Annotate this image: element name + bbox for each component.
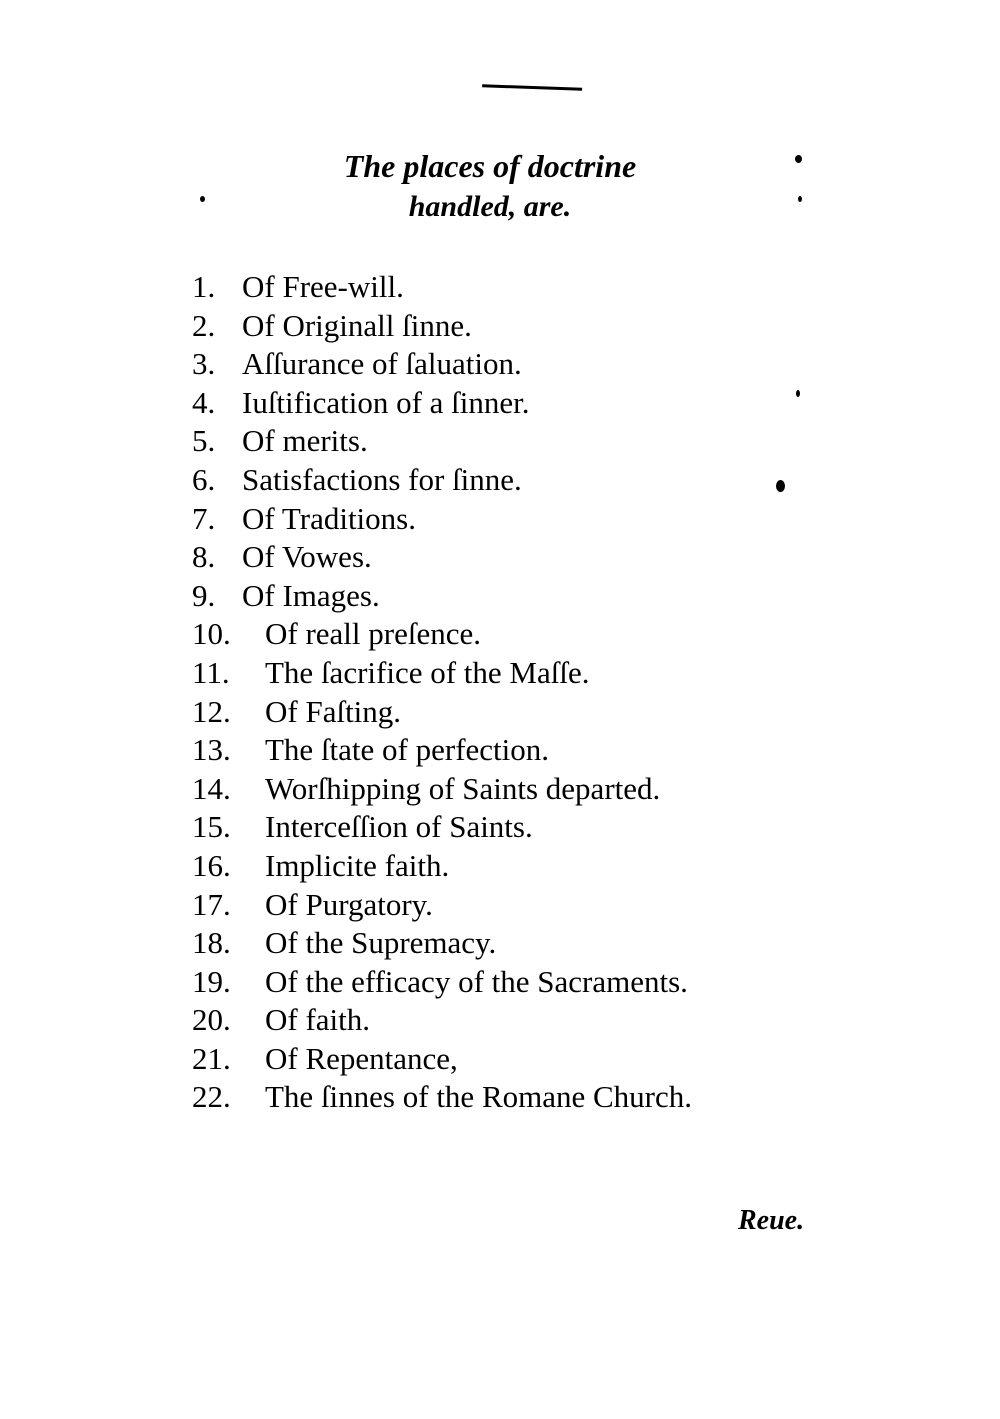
item-number: 20. — [192, 1002, 231, 1038]
list-item — [192, 693, 692, 732]
list-item — [192, 577, 692, 616]
item-number: 17. — [192, 886, 231, 922]
item-number: 4. — [192, 384, 216, 420]
item-number: 5. — [192, 423, 216, 459]
list-item — [192, 422, 692, 461]
item-number: 1. — [192, 269, 216, 304]
page-subtitle: handled, are. — [408, 190, 572, 223]
list-item — [192, 847, 692, 886]
item-text: Of faith. — [265, 1002, 371, 1038]
ink-speck — [796, 390, 800, 397]
item-text: Of Vowes. — [242, 539, 372, 575]
list-item — [192, 268, 692, 307]
item-number: 10. — [192, 616, 231, 652]
list-item — [192, 384, 692, 423]
doctrine-list — [192, 268, 692, 1117]
item-text: Worſhipping of Saints departed. — [265, 770, 661, 806]
item-text: Interceſſion of Saints. — [265, 809, 533, 845]
item-number: 21. — [192, 1040, 231, 1076]
list-item — [192, 924, 692, 963]
item-number: 11. — [192, 654, 230, 690]
page-title: The places of doctrine — [343, 148, 637, 184]
item-text: Of Repentance, — [265, 1040, 458, 1076]
list-item — [192, 1078, 692, 1117]
item-number: 6. — [192, 461, 216, 497]
list-item — [192, 808, 692, 847]
item-number: 14. — [192, 770, 231, 806]
catchword: Reue. — [738, 1205, 805, 1236]
list-item — [192, 307, 692, 346]
item-number: 13. — [192, 732, 231, 768]
item-text: Of Originall ſinne. — [242, 307, 472, 343]
list-item — [192, 654, 692, 693]
item-number: 8. — [192, 539, 216, 575]
item-number: 12. — [192, 693, 231, 729]
item-number: 9. — [192, 577, 216, 613]
list-item — [192, 538, 692, 577]
list-item — [192, 615, 692, 654]
item-number: 15. — [192, 809, 231, 845]
item-text: The ſacrifice of the Maſſe. — [265, 654, 590, 690]
item-text: The ſinnes of the Romane Church. — [265, 1079, 693, 1115]
item-text: The ſtate of perfection. — [265, 732, 550, 768]
header-ornament — [482, 84, 582, 96]
list-item — [192, 345, 692, 384]
item-text: Of Free-will. — [242, 269, 404, 304]
item-text: Of reall preſence. — [265, 616, 482, 652]
item-text: Of the efficacy of the Sacraments. — [265, 963, 688, 999]
item-text: Implicite faith. — [265, 847, 450, 883]
list-item — [192, 770, 692, 809]
item-text: Of merits. — [242, 423, 368, 459]
item-text: Of Images. — [242, 577, 380, 613]
list-item — [192, 731, 692, 770]
item-number: 16. — [192, 847, 231, 883]
item-number: 2. — [192, 307, 216, 343]
item-number: 7. — [192, 500, 216, 536]
ink-speck — [776, 480, 785, 492]
list-item — [192, 1001, 692, 1040]
item-text: Of Purgatory. — [265, 886, 433, 922]
list-item — [192, 886, 692, 925]
list-item — [192, 963, 692, 1002]
item-text: Of Faſting. — [265, 693, 402, 729]
item-text: Satisfactions for ſinne. — [242, 461, 522, 497]
item-text: Of the Supremacy. — [265, 925, 497, 961]
item-number: 18. — [192, 925, 231, 961]
item-text: Of Traditions. — [242, 500, 416, 536]
list-item — [192, 461, 692, 500]
list-item — [192, 500, 692, 539]
item-text: Aſſurance of ſaluation. — [242, 346, 522, 382]
item-text: Iuſtification of a ſinner. — [242, 384, 530, 420]
list-item — [192, 1040, 692, 1079]
item-number: 22. — [192, 1079, 231, 1115]
item-number: 19. — [192, 963, 231, 999]
item-number: 3. — [192, 346, 216, 382]
